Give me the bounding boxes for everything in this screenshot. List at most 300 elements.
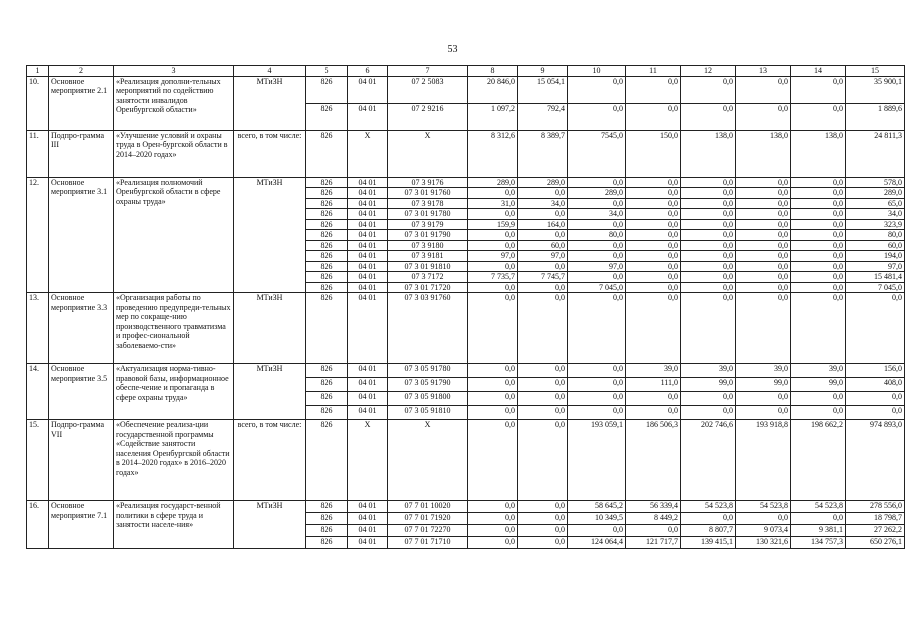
value-2019: 0,0 (736, 406, 791, 420)
value-2019: 0,0 (736, 230, 791, 241)
value-2020: 0,0 (791, 219, 846, 230)
value-2016: 0,0 (568, 198, 626, 209)
value-2019: 39,0 (736, 364, 791, 378)
value-2019: 138,0 (736, 130, 791, 177)
value-2014: 8 312,6 (468, 130, 518, 177)
row-number: 15. (27, 420, 49, 501)
target-article: 07 3 9179 (388, 219, 468, 230)
value-2017: 39,0 (626, 364, 681, 378)
value-2018: 0,0 (681, 293, 736, 364)
value-2015: 0,0 (518, 293, 568, 364)
gr-code: 826 (306, 188, 348, 199)
value-2015: 0,0 (518, 209, 568, 220)
value-2017: 111,0 (626, 378, 681, 392)
target-article: 07 3 01 71720 (388, 282, 468, 293)
value-2020: 0,0 (791, 188, 846, 199)
value-2016: 7 045,0 (568, 282, 626, 293)
value-2018: 0,0 (681, 230, 736, 241)
value-2017: 0,0 (626, 76, 681, 103)
value-total: 24 811,3 (846, 130, 905, 177)
section-code: 04 01 (348, 293, 388, 364)
value-2016: 7545,0 (568, 130, 626, 177)
value-2020: 138,0 (791, 130, 846, 177)
value-2019: 0,0 (736, 188, 791, 199)
value-2016: 58 645,2 (568, 501, 626, 513)
section-code: 04 01 (348, 103, 388, 130)
column-number-8: 8 (468, 66, 518, 77)
gr-code: 826 (306, 282, 348, 293)
value-2015: 15 054,1 (518, 76, 568, 103)
value-total: 18 798,7 (846, 513, 905, 525)
row-number: 10. (27, 76, 49, 130)
value-2018: 99,0 (681, 378, 736, 392)
value-2014: 0,0 (468, 188, 518, 199)
value-2018: 54 523,8 (681, 501, 736, 513)
program-type: Основное мероприятие 7.1 (49, 501, 114, 549)
gr-code: 826 (306, 103, 348, 130)
value-2014: 97,0 (468, 251, 518, 262)
value-2016: 0,0 (568, 219, 626, 230)
row-number: 16. (27, 501, 49, 549)
table-row (27, 76, 905, 103)
section-code: 04 01 (348, 501, 388, 513)
value-2019: 0,0 (736, 198, 791, 209)
value-2020: 0,0 (791, 76, 846, 103)
section-code: 04 01 (348, 537, 388, 549)
value-2016: 0,0 (568, 293, 626, 364)
value-2017: 8 449,2 (626, 513, 681, 525)
value-2016: 0,0 (568, 272, 626, 283)
value-2015: 289,0 (518, 177, 568, 188)
column-number-10: 10 (568, 66, 626, 77)
gr-code: 826 (306, 525, 348, 537)
program-type: Основное мероприятие 2.1 (49, 76, 114, 130)
value-2014: 0,0 (468, 406, 518, 420)
value-2015: 34,0 (518, 198, 568, 209)
value-total: 65,0 (846, 198, 905, 209)
value-2016: 0,0 (568, 251, 626, 262)
value-2020: 0,0 (791, 282, 846, 293)
section-code: 04 01 (348, 406, 388, 420)
value-2014: 0,0 (468, 230, 518, 241)
gr-code: 826 (306, 261, 348, 272)
value-2019: 0,0 (736, 251, 791, 262)
gr-code: 826 (306, 537, 348, 549)
target-article: X (388, 130, 468, 177)
value-2016: 0,0 (568, 364, 626, 378)
header-row (27, 66, 905, 77)
value-2017: 0,0 (626, 406, 681, 420)
value-2017: 0,0 (626, 188, 681, 199)
section-code: X (348, 130, 388, 177)
target-article: 07 7 01 10020 (388, 501, 468, 513)
value-2020: 0,0 (791, 198, 846, 209)
value-2019: 0,0 (736, 219, 791, 230)
column-number-12: 12 (681, 66, 736, 77)
value-2017: 0,0 (626, 282, 681, 293)
value-2015: 0,0 (518, 378, 568, 392)
section-code: 04 01 (348, 378, 388, 392)
value-2016: 0,0 (568, 392, 626, 406)
column-number-2: 2 (49, 66, 114, 77)
value-2017: 0,0 (626, 209, 681, 220)
value-2015: 0,0 (518, 513, 568, 525)
section-code: 04 01 (348, 513, 388, 525)
value-total: 974 893,0 (846, 420, 905, 501)
value-2016: 0,0 (568, 177, 626, 188)
row-number: 11. (27, 130, 49, 177)
value-total: 80,0 (846, 230, 905, 241)
value-2019: 0,0 (736, 261, 791, 272)
value-total: 278 556,0 (846, 501, 905, 513)
value-total: 35 900,1 (846, 76, 905, 103)
program-name: «Обеспечение реализа-ции государственной программы «Содействие занятости населения Оренбургской области в 2014–2020 годах» в 2016–2020 годах» (114, 420, 234, 501)
value-2016: 0,0 (568, 240, 626, 251)
column-number-4: 4 (234, 66, 306, 77)
gr-code: 826 (306, 378, 348, 392)
value-total: 323,9 (846, 219, 905, 230)
value-2017: 0,0 (626, 240, 681, 251)
value-2016: 0,0 (568, 76, 626, 103)
value-2019: 0,0 (736, 103, 791, 130)
value-total: 34,0 (846, 209, 905, 220)
value-2015: 8 389,7 (518, 130, 568, 177)
value-2016: 10 349,5 (568, 513, 626, 525)
target-article: 07 2 5083 (388, 76, 468, 103)
value-2017: 0,0 (626, 525, 681, 537)
value-2018: 0,0 (681, 188, 736, 199)
program-name: «Организация работы по проведению предупреди-тельных мер по сокраще-нию производственного травматизма и профес-сиональной заболеваемо-сти» (114, 293, 234, 364)
value-2015: 0,0 (518, 188, 568, 199)
value-total: 194,0 (846, 251, 905, 262)
value-2017: 0,0 (626, 198, 681, 209)
value-2014: 0,0 (468, 240, 518, 251)
row-number: 14. (27, 364, 49, 420)
value-2018: 0,0 (681, 177, 736, 188)
table-row (27, 130, 905, 177)
program-name: «Актуализация норма-тивно-правовой базы, информационное обеспе-чение и пропаганда в сфере охраны труда» (114, 364, 234, 420)
gr-code: 826 (306, 130, 348, 177)
target-article: 07 7 01 71920 (388, 513, 468, 525)
value-2020: 0,0 (791, 392, 846, 406)
row-number: 13. (27, 293, 49, 364)
value-2014: 0,0 (468, 525, 518, 537)
value-total: 289,0 (846, 188, 905, 199)
value-2014: 0,0 (468, 392, 518, 406)
value-2019: 0,0 (736, 177, 791, 188)
gr-code: 826 (306, 219, 348, 230)
target-article: 07 7 01 71710 (388, 537, 468, 549)
value-2020: 134 757,3 (791, 537, 846, 549)
value-2016: 289,0 (568, 188, 626, 199)
value-2015: 164,0 (518, 219, 568, 230)
value-2020: 0,0 (791, 240, 846, 251)
section-code: X (348, 420, 388, 501)
value-2014: 0,0 (468, 261, 518, 272)
value-2015: 0,0 (518, 261, 568, 272)
value-2014: 0,0 (468, 282, 518, 293)
target-article: 07 3 01 91790 (388, 230, 468, 241)
section-code: 04 01 (348, 188, 388, 199)
value-2018: 0,0 (681, 219, 736, 230)
program-name: «Улучшение условий и охраны труда в Орен-бургской области в 2014–2020 годах» (114, 130, 234, 177)
program-type: Основное мероприятие 3.1 (49, 177, 114, 293)
value-2018: 39,0 (681, 364, 736, 378)
gr-code: 826 (306, 76, 348, 103)
value-2019: 193 918,8 (736, 420, 791, 501)
executor: всего, в том числе: (234, 130, 306, 177)
gr-code: 826 (306, 420, 348, 501)
executor: МТиЗН (234, 501, 306, 549)
value-total: 578,0 (846, 177, 905, 188)
column-number-6: 6 (348, 66, 388, 77)
gr-code: 826 (306, 272, 348, 283)
value-2018: 0,0 (681, 251, 736, 262)
value-2015: 0,0 (518, 525, 568, 537)
gr-code: 826 (306, 230, 348, 241)
value-total: 408,0 (846, 378, 905, 392)
program-type: Подпро-грамма III (49, 130, 114, 177)
value-2017: 0,0 (626, 392, 681, 406)
value-2018: 202 746,6 (681, 420, 736, 501)
value-2019: 0,0 (736, 209, 791, 220)
target-article: 07 2 9216 (388, 103, 468, 130)
value-2016: 0,0 (568, 525, 626, 537)
value-2014: 159,9 (468, 219, 518, 230)
gr-code: 826 (306, 251, 348, 262)
target-article: 07 3 05 91780 (388, 364, 468, 378)
value-2014: 7 735,7 (468, 272, 518, 283)
value-2016: 124 064,4 (568, 537, 626, 549)
target-article: 07 3 03 91760 (388, 293, 468, 364)
section-code: 04 01 (348, 261, 388, 272)
table-row (27, 177, 905, 188)
section-code: 04 01 (348, 392, 388, 406)
value-2015: 7 745,7 (518, 272, 568, 283)
value-2020: 0,0 (791, 293, 846, 364)
value-2019: 0,0 (736, 293, 791, 364)
value-2016: 0,0 (568, 406, 626, 420)
value-2017: 0,0 (626, 272, 681, 283)
value-2017: 121 717,7 (626, 537, 681, 549)
value-total: 1 889,6 (846, 103, 905, 130)
value-total: 0,0 (846, 392, 905, 406)
value-2015: 792,4 (518, 103, 568, 130)
value-2017: 0,0 (626, 219, 681, 230)
value-2014: 0,0 (468, 537, 518, 549)
program-name: «Реализация дополни-тельных мероприятий по содействию занятости инвалидов Оренбургской области» (114, 76, 234, 130)
program-name: «Реализация полномочий Оренбургской области в сфере охраны труда» (114, 177, 234, 293)
value-2019: 130 321,6 (736, 537, 791, 549)
value-2018: 0,0 (681, 209, 736, 220)
value-2018: 0,0 (681, 198, 736, 209)
target-article: 07 3 01 91810 (388, 261, 468, 272)
executor: МТиЗН (234, 364, 306, 420)
target-article: 07 3 05 91810 (388, 406, 468, 420)
column-number-13: 13 (736, 66, 791, 77)
value-2014: 20 846,0 (468, 76, 518, 103)
program-name: «Реализация государст-венной политики в сфере труда и занятости населе-ния» (114, 501, 234, 549)
gr-code: 826 (306, 392, 348, 406)
value-2018: 0,0 (681, 240, 736, 251)
column-number-9: 9 (518, 66, 568, 77)
section-code: 04 01 (348, 251, 388, 262)
value-2014: 1 097,2 (468, 103, 518, 130)
value-2020: 54 523,8 (791, 501, 846, 513)
value-2018: 0,0 (681, 392, 736, 406)
value-2020: 9 381,1 (791, 525, 846, 537)
value-2014: 0,0 (468, 513, 518, 525)
executor: МТиЗН (234, 76, 306, 130)
value-total: 7 045,0 (846, 282, 905, 293)
value-total: 650 276,1 (846, 537, 905, 549)
value-2020: 0,0 (791, 230, 846, 241)
target-article: 07 3 9176 (388, 177, 468, 188)
column-number-15: 15 (846, 66, 905, 77)
value-2020: 0,0 (791, 177, 846, 188)
value-2015: 60,0 (518, 240, 568, 251)
target-article: X (388, 420, 468, 501)
value-2018: 139 415,1 (681, 537, 736, 549)
column-number-3: 3 (114, 66, 234, 77)
gr-code: 826 (306, 177, 348, 188)
target-article: 07 3 9181 (388, 251, 468, 262)
table-row (27, 293, 905, 364)
gr-code: 826 (306, 240, 348, 251)
table-row (27, 501, 905, 513)
value-2019: 99,0 (736, 378, 791, 392)
value-2020: 0,0 (791, 103, 846, 130)
executor: всего, в том числе: (234, 420, 306, 501)
value-2014: 289,0 (468, 177, 518, 188)
section-code: 04 01 (348, 364, 388, 378)
gr-code: 826 (306, 198, 348, 209)
value-2015: 0,0 (518, 230, 568, 241)
section-code: 04 01 (348, 76, 388, 103)
value-2017: 186 506,3 (626, 420, 681, 501)
value-2019: 0,0 (736, 282, 791, 293)
section-code: 04 01 (348, 282, 388, 293)
value-total: 27 262,2 (846, 525, 905, 537)
section-code: 04 01 (348, 272, 388, 283)
value-2019: 9 073,4 (736, 525, 791, 537)
target-article: 07 7 01 72270 (388, 525, 468, 537)
target-article: 07 3 7172 (388, 272, 468, 283)
value-2018: 138,0 (681, 130, 736, 177)
value-2019: 0,0 (736, 240, 791, 251)
target-article: 07 3 01 91760 (388, 188, 468, 199)
value-2015: 0,0 (518, 406, 568, 420)
value-2017: 0,0 (626, 261, 681, 272)
gr-code: 826 (306, 406, 348, 420)
value-2020: 0,0 (791, 209, 846, 220)
gr-code: 826 (306, 364, 348, 378)
value-2020: 99,0 (791, 378, 846, 392)
value-2016: 34,0 (568, 209, 626, 220)
executor: МТиЗН (234, 177, 306, 293)
program-type: Основное мероприятие 3.3 (49, 293, 114, 364)
section-code: 04 01 (348, 219, 388, 230)
value-total: 15 481,4 (846, 272, 905, 283)
program-type: Основное мероприятие 3.5 (49, 364, 114, 420)
value-2015: 0,0 (518, 364, 568, 378)
value-2018: 0,0 (681, 513, 736, 525)
column-number-14: 14 (791, 66, 846, 77)
value-2019: 0,0 (736, 513, 791, 525)
row-number: 12. (27, 177, 49, 293)
value-2017: 0,0 (626, 293, 681, 364)
column-number-7: 7 (388, 66, 468, 77)
value-total: 156,0 (846, 364, 905, 378)
column-number-1: 1 (27, 66, 49, 77)
section-code: 04 01 (348, 209, 388, 220)
value-total: 97,0 (846, 261, 905, 272)
section-code: 04 01 (348, 230, 388, 241)
executor: МТиЗН (234, 293, 306, 364)
value-2019: 0,0 (736, 76, 791, 103)
value-2015: 0,0 (518, 392, 568, 406)
value-2014: 0,0 (468, 501, 518, 513)
value-2015: 97,0 (518, 251, 568, 262)
value-2019: 54 523,8 (736, 501, 791, 513)
value-2020: 39,0 (791, 364, 846, 378)
value-2018: 8 807,7 (681, 525, 736, 537)
value-2016: 0,0 (568, 103, 626, 130)
value-2017: 56 339,4 (626, 501, 681, 513)
value-2014: 0,0 (468, 420, 518, 501)
value-2020: 0,0 (791, 261, 846, 272)
value-total: 0,0 (846, 293, 905, 364)
column-number-11: 11 (626, 66, 681, 77)
table-row (27, 420, 905, 501)
value-2018: 0,0 (681, 406, 736, 420)
value-2017: 0,0 (626, 177, 681, 188)
value-2015: 0,0 (518, 537, 568, 549)
value-2018: 0,0 (681, 272, 736, 283)
section-code: 04 01 (348, 198, 388, 209)
value-2020: 0,0 (791, 406, 846, 420)
value-2017: 0,0 (626, 230, 681, 241)
gr-code: 826 (306, 293, 348, 364)
budget-table (26, 65, 905, 549)
value-2015: 0,0 (518, 501, 568, 513)
section-code: 04 01 (348, 177, 388, 188)
value-2016: 193 059,1 (568, 420, 626, 501)
value-2017: 0,0 (626, 251, 681, 262)
value-2018: 0,0 (681, 261, 736, 272)
value-2015: 0,0 (518, 282, 568, 293)
value-2016: 0,0 (568, 378, 626, 392)
value-2014: 0,0 (468, 209, 518, 220)
gr-code: 826 (306, 209, 348, 220)
value-total: 60,0 (846, 240, 905, 251)
program-type: Подпро-грамма VII (49, 420, 114, 501)
value-2018: 0,0 (681, 103, 736, 130)
value-2017: 150,0 (626, 130, 681, 177)
value-2015: 0,0 (518, 420, 568, 501)
gr-code: 826 (306, 513, 348, 525)
value-2018: 0,0 (681, 76, 736, 103)
value-2019: 0,0 (736, 392, 791, 406)
value-2020: 0,0 (791, 251, 846, 262)
target-article: 07 3 01 91780 (388, 209, 468, 220)
value-2020: 198 662,2 (791, 420, 846, 501)
value-2014: 31,0 (468, 198, 518, 209)
target-article: 07 3 9178 (388, 198, 468, 209)
value-2016: 80,0 (568, 230, 626, 241)
value-2019: 0,0 (736, 272, 791, 283)
value-2017: 0,0 (626, 103, 681, 130)
